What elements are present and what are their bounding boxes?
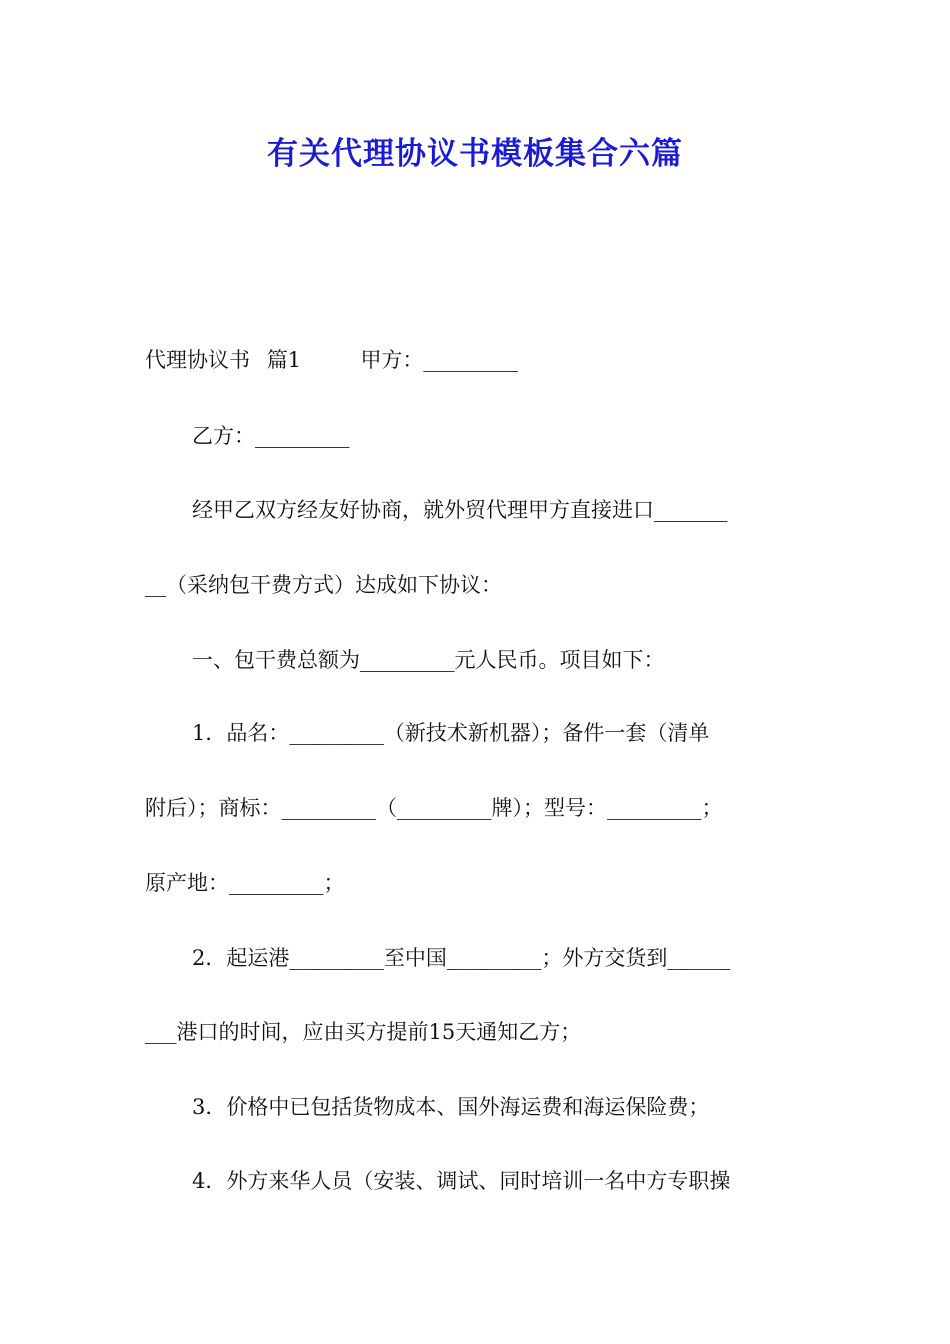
party-b-line: 乙方：_________: [192, 424, 350, 448]
paragraph-line: __（采纳包干费方式）达成如下协议：: [145, 573, 502, 597]
paragraph-line: ___港口的时间，应由买方提前15天通知乙方；: [145, 1020, 582, 1044]
paragraph-line: 4．外方来华人员（安装、调试、同时培训一名中方专职操: [192, 1169, 731, 1193]
heading-part: 篇1: [266, 348, 302, 372]
paragraph-line: 1．品名：_________（新技术新机器）；备件一套（清单: [192, 721, 710, 745]
party-a-line: 甲方：_________: [360, 348, 518, 372]
paragraph-line: 原产地：_________；: [145, 871, 345, 895]
paragraph-line: 3．价格中已包括货物成本、国外海运费和海运保险费；: [192, 1095, 710, 1119]
paragraph-line: 附后）；商标：_________（_________牌）；型号：_________；: [145, 796, 723, 820]
paragraph-line: 一、包干费总额为_________元人民币。项目如下：: [192, 648, 665, 672]
heading-label: 代理协议书: [145, 348, 250, 372]
document-title: 有关代理协议书模板集合六篇: [267, 136, 683, 172]
paragraph-line: 2．起运港_________至中国_________；外方交货到______: [192, 946, 731, 970]
heading-line: [145, 345, 518, 375]
paragraph-line: 经甲乙双方经友好协商，就外贸代理甲方直接进口_______: [192, 498, 728, 522]
